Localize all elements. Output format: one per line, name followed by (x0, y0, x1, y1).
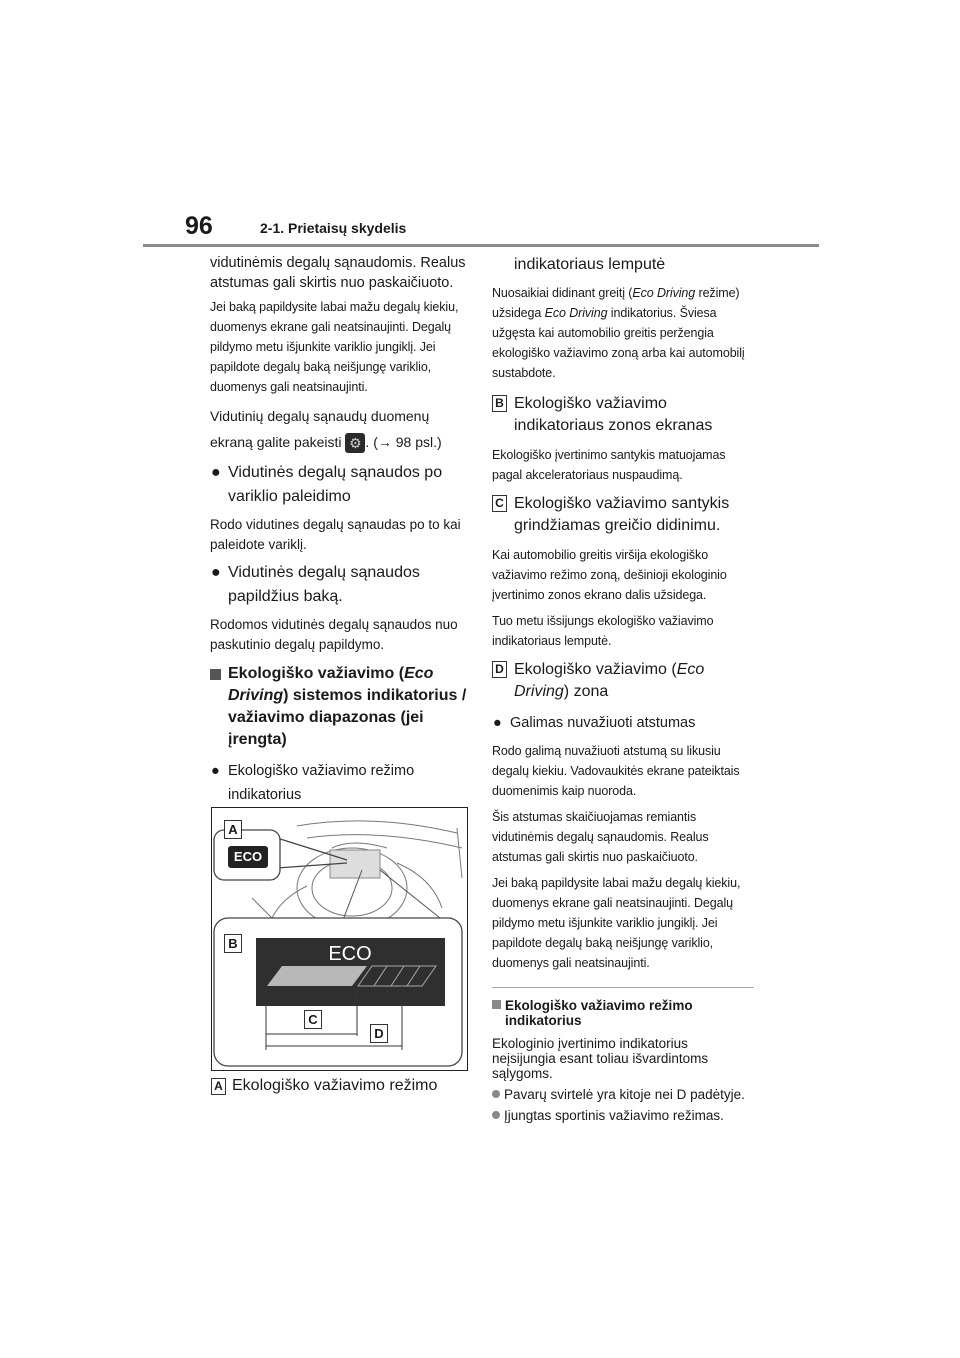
heading-c: C Ekologiško važiavimo santykis grindžiamas greičio didinimu. (492, 493, 754, 537)
paragraph: vidutinėmis degalų sąnaudomis. Realus atstumas gali skirtis nuo paskaičiuoto. (210, 255, 466, 291)
square-heading-eco-mode: Ekologiško važiavimo režimo indikatorius (492, 998, 754, 1028)
label-d-box: D (492, 661, 507, 678)
bullet-icon: ● (493, 715, 502, 731)
page-number: 96 (185, 212, 213, 240)
bullet-subheading: ● Ekologiško važiavimo režimo indikatorius (210, 759, 472, 807)
heading-b: B Ekologiško važiavimo indikatoriaus zonos ekranas (492, 393, 754, 437)
label-d-box: D (370, 1024, 388, 1043)
dashboard-illustration (211, 807, 468, 1071)
eco-display-text: ECO (328, 943, 372, 965)
caption-label-box: A (211, 1078, 226, 1095)
heading-d: D Ekologiško važiavimo (Eco Driving) zona (492, 659, 754, 703)
arrow-right-icon: → (377, 434, 392, 450)
square-bullet-icon (210, 669, 221, 680)
condition-item: Įjungtas sportinis važiavimo režimas. (492, 1108, 754, 1123)
label-c-box: C (492, 495, 507, 512)
square-heading: Ekologiško važiavimo (Eco Driving) sistemos indikatorius / važiavimo diapazonas (jei įrengta) (210, 663, 472, 751)
left-column (210, 253, 472, 813)
bullet-heading: ● Vidutinės degalų sąnaudos po variklio paleidimo (210, 461, 472, 509)
bullet-icon: ● (211, 564, 221, 581)
section-divider (492, 987, 754, 988)
paragraph-eco-indicator: Nuosaikiai didinant greitį (Eco Driving režime) užsidega Eco Driving indikatorius. Šviesa užgęsta kai automobilio greitis peržengia ekologiško važiavimo zoną arba kai automobilį sustabdote. (492, 286, 745, 380)
bullet-text: Rodo vidutines degalų sąnaudas po to kai paleidote variklį. (210, 517, 461, 552)
gear-icon: ⚙ (345, 433, 365, 453)
continued-heading: indikatoriaus lemputė (514, 256, 666, 273)
figure-caption: A Ekologiško važiavimo režimo (211, 1077, 437, 1095)
circle-bullet-icon (492, 1111, 500, 1119)
paragraph-c2: Tuo metu išsijungs ekologiško važiavimo indikatoriaus lemputė. (492, 614, 714, 648)
bullet-icon: ● (211, 763, 220, 779)
paragraph-note: Jei baką papildysite labai mažu degalų kiekiu, duomenys ekrane gali neatsinaujinti. Degalų pildymo metu išjunkite variklio jungiklį. Jei papildote degalų baką neišjungę variklio, duomenys gali neatsinaujinti. (210, 300, 459, 394)
section-title: 2-1. Prietaisų skydelis (260, 220, 407, 236)
label-b-box: B (492, 395, 507, 412)
circle-bullet-icon (492, 1090, 500, 1098)
paragraph-c1: Kai automobilio greitis viršija ekologiško važiavimo režimo zoną, dešinioji ekologinio įvertinimo zonos ekrano dalis užsidega. (492, 548, 727, 602)
condition-item: Pavarų svirtelė yra kitoje nei D padėtyje. (492, 1087, 754, 1102)
eco-badge: ECO (233, 849, 263, 864)
bullet-icon: ● (211, 464, 221, 481)
paragraph-display-change: Vidutinių degalų sąnaudų duomenų ekraną galite pakeisti ⚙ . (→ 98 psl.) (210, 408, 442, 452)
bullet-heading: ● Vidutinės degalų sąnaudos papildžius baką. (210, 561, 472, 609)
header-divider (143, 244, 819, 247)
paragraph-conditions: Ekologinio įvertinimo indikatorius neįsijungia esant toliau išvardintoms sąlygoms. (492, 1036, 709, 1081)
bullet-text: Rodomos vidutinės degalų sąnaudos nuo paskutinio degalų papildymo. (210, 617, 458, 652)
bullet-range: ● Galimas nuvažiuoti atstumas (492, 711, 754, 735)
label-a-box: A (224, 820, 242, 839)
right-column (492, 253, 754, 1129)
square-bullet-icon (492, 1000, 501, 1009)
paragraph-range-3: Jei baką papildysite labai mažu degalų kiekiu, duomenys ekrane gali neatsinaujinti. Degalų pildymo metu išjunkite variklio jungiklį. Jei papildote degalų baką neišjungę variklio, duomenys gali neatsinaujinti. (492, 876, 741, 970)
label-c-box: C (304, 1010, 322, 1029)
paragraph-range-1: Rodo galimą nuvažiuoti atstumą su likusiu degalų kiekiu. Vadovaukitės ekrane pateiktais duomenimis kaip nuoroda. (492, 744, 740, 798)
paragraph-range-2: Šis atstumas skaičiuojamas remiantis vidutinėmis degalų sąnaudomis. Realus atstumas gali skirtis nuo paskaičiuoto. (492, 810, 709, 864)
label-b-box: B (224, 934, 242, 953)
paragraph-b: Ekologiško įvertinimo santykis matuojamas pagal akceleratoriaus nuspaudimą. (492, 448, 726, 482)
